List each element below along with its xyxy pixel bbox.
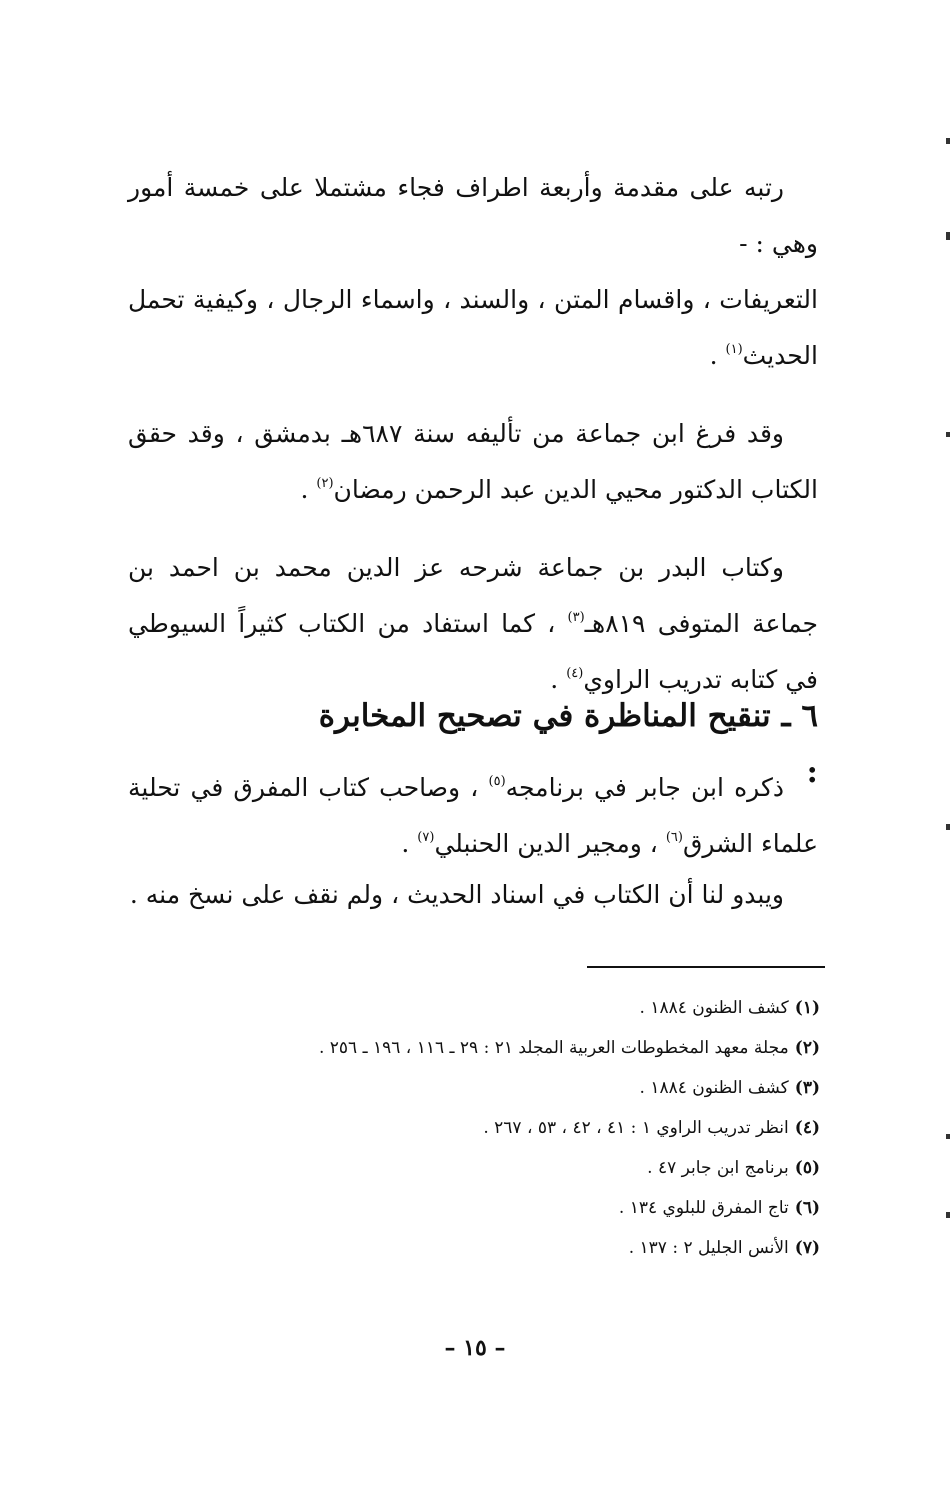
footnote-ref[interactable]: (٦) — [665, 829, 683, 845]
paragraph-line: الشرق — [682, 829, 754, 858]
footnote-item — [200, 1228, 820, 1268]
paragraph-completion — [128, 406, 818, 518]
footnote-ref[interactable]: (٥) — [488, 773, 506, 789]
scan-edge-mark — [946, 1134, 950, 1139]
paragraph-line: رتبه على مقدمة وأربعة اطراف فجاء مشتملا على خمسة أمور وهي : - — [128, 173, 818, 258]
footnote-text: كشف الظنون ١٨٨٤ . — [639, 998, 789, 1018]
intro-text — [128, 160, 818, 708]
footnote-number: (٥) — [794, 1158, 820, 1178]
paragraph-line: ، كما استفاد من الكتاب كثيراً السيوطي في كتابه تدريب — [128, 609, 818, 694]
footnote-item — [200, 1108, 820, 1148]
footnote-divider — [587, 966, 825, 968]
scan-edge-mark — [946, 1212, 950, 1218]
section-heading: ٦ ـ تنقيح المناظرة في تصحيح المخابرة : — [318, 697, 818, 790]
footnote-item — [200, 1188, 820, 1228]
footnote-number: (٢) — [794, 1038, 820, 1058]
paragraph-commentary — [128, 540, 818, 708]
footnote-text: مجلة معهد المخطوطات العربية المجلد ٢١ : ٢٩ ـ ١١٦ ، ١٩٦ ـ ٢٥٦ . — [318, 1038, 789, 1058]
paragraph-topics — [128, 272, 818, 384]
paragraph-line: ذكره ابن جابر في برنامجه — [505, 773, 784, 802]
section-text — [128, 760, 818, 918]
footnote-item — [200, 1068, 820, 1108]
paragraph-line: وقد فرغ ابن جماعة من تأليفه سنة ٦٨٧هـ بدمشق ، وقد حقق الكتاب — [128, 419, 818, 504]
paragraph-end: . — [401, 829, 418, 858]
paragraph-end: . — [550, 665, 567, 694]
footnote-ref[interactable]: (٣) — [567, 609, 585, 625]
footnote-text: انظر تدريب الراوي ١ : ٤١ ، ٤٢ ، ٥٣ ، ٢٦٧ . — [483, 1118, 789, 1138]
paragraph-line: ، وصاحب كتاب المفرق في تحلية علماء — [128, 773, 818, 858]
footnote-text: كشف الظنون ١٨٨٤ . — [639, 1078, 789, 1098]
paragraph-end: . — [709, 341, 726, 370]
footnote-number: (٧) — [794, 1238, 820, 1258]
footnote-item — [200, 988, 820, 1028]
footnote-number: (٤) — [794, 1118, 820, 1138]
page-number: – ١٥ – — [444, 1335, 506, 1361]
paragraph-end: . — [300, 475, 317, 504]
paragraph-conclusion: ويبدو لنا أن الكتاب في اسناد الحديث ، ولم نقف على نسخ منه . — [129, 880, 784, 909]
paragraph-line: التعريفات ، واقسام المتن ، والسند ، واسماء الرجال ، وكيفية تحمل — [128, 285, 818, 314]
footnote-text: تاج المفرق للبلوي ١٣٤ . — [618, 1198, 789, 1218]
footnote-ref[interactable]: (١) — [725, 341, 743, 357]
footnote-number: (٦) — [794, 1198, 820, 1218]
scan-edge-mark — [946, 824, 950, 830]
paragraph-line: الدكتور محيي الدين عبد الرحمن رمضان — [333, 475, 743, 504]
paragraph-line: وكتاب البدر بن جماعة شرحه عز الدين محمد بن احمد بن جماعة المتوفى — [128, 553, 818, 638]
paragraph-structure — [128, 160, 818, 272]
paragraph-line: الحديث — [742, 341, 818, 370]
footnote-number: (٣) — [794, 1078, 820, 1098]
paragraph-line: ٨١٩هـ — [584, 609, 646, 638]
footnote-ref[interactable]: (٤) — [566, 665, 584, 681]
footnotes-list — [200, 988, 820, 1268]
paragraph-line: ، ومجير الدين الحنبلي — [434, 829, 666, 858]
footnote-ref[interactable]: (٧) — [417, 829, 435, 845]
footnote-text: برنامج ابن جابر ٤٧ . — [647, 1158, 789, 1178]
footnote-text: الأنس الجليل ٢ : ١٣٧ . — [628, 1238, 789, 1258]
footnote-number: (١) — [794, 998, 820, 1018]
footnote-ref[interactable]: (٢) — [316, 475, 334, 491]
scan-edge-mark — [946, 232, 950, 240]
scan-edge-mark — [946, 138, 950, 144]
footnote-item — [200, 1028, 820, 1068]
scan-edge-mark — [946, 432, 950, 437]
paragraph-mentions — [128, 760, 818, 872]
paragraph-line: الراوي — [583, 665, 651, 694]
footnote-item — [200, 1148, 820, 1188]
